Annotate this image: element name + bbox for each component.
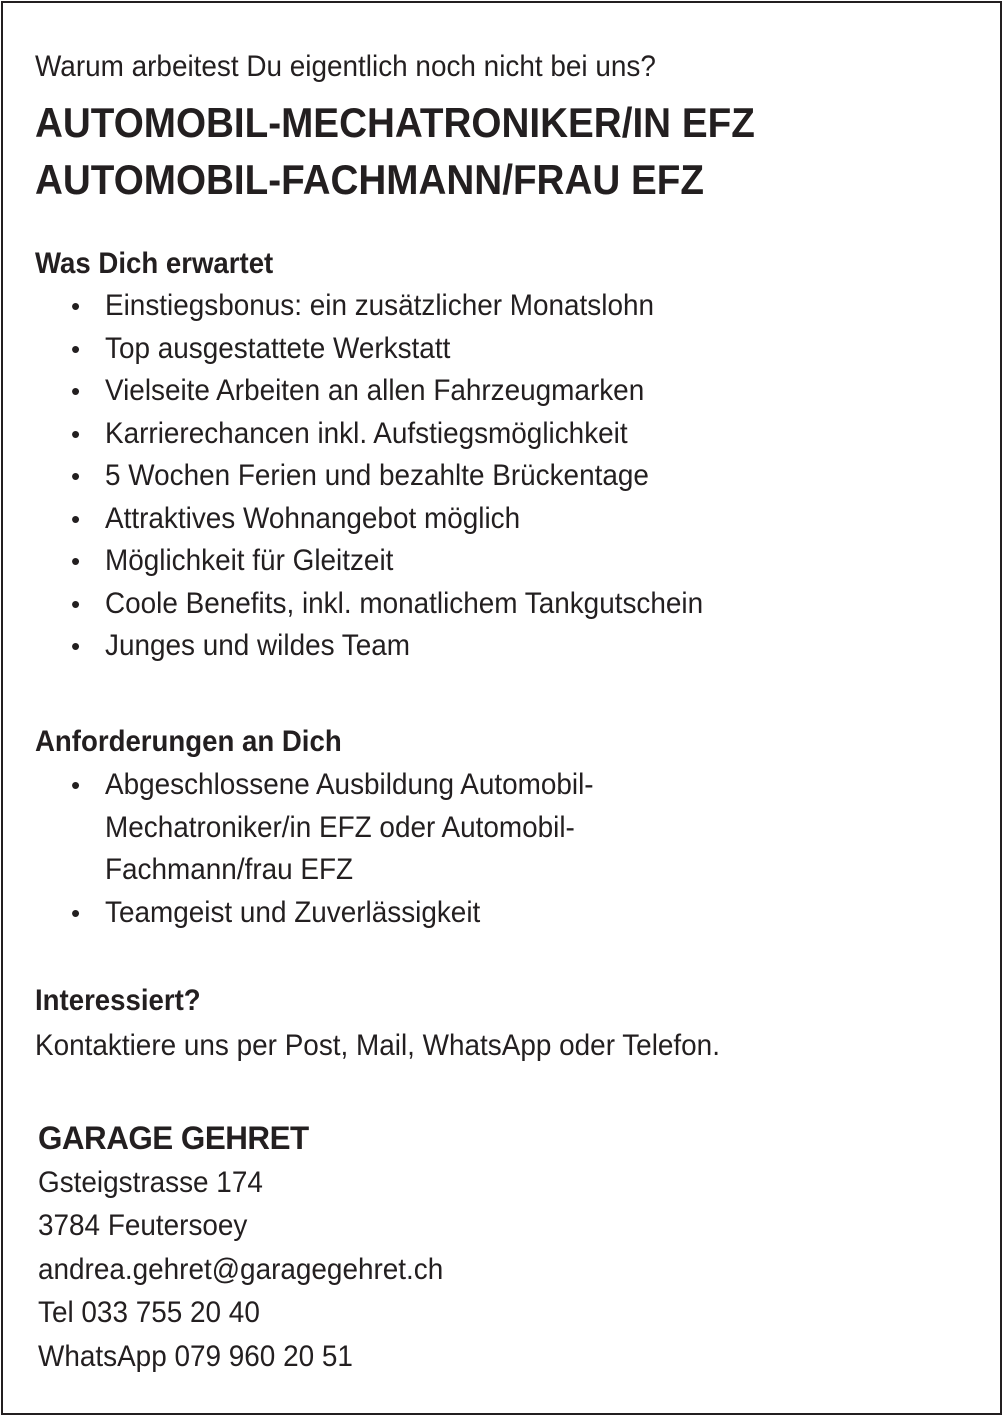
benefit-text: Karrierechancen inkl. Aufstiegsmöglichkeit	[105, 416, 628, 450]
bullet-icon: •	[71, 503, 81, 534]
requirements-heading: Anforderungen an Dich	[35, 725, 342, 758]
benefit-text: Coole Benefits, inkl. monatlichem Tankgutschein	[105, 586, 704, 620]
benefit-text: Top ausgestattete Werkstatt	[105, 331, 451, 365]
bullet-icon: •	[71, 588, 81, 619]
cta-heading: Interessiert?	[35, 984, 201, 1017]
bullet-icon: •	[71, 333, 81, 364]
requirement-text	[105, 764, 756, 892]
requirement-text: Teamgeist und Zuverlässigkeit	[105, 895, 481, 929]
benefit-text: Vielseite Arbeiten an allen Fahrzeugmarken	[105, 374, 645, 407]
bullet-icon: •	[71, 631, 81, 661]
bullet-icon: •	[71, 376, 81, 406]
benefit-text: Junges und wildes Team	[105, 629, 411, 662]
bullet-icon: •	[71, 770, 81, 800]
list-item	[35, 892, 805, 935]
benefits-heading: Was Dich erwartet	[35, 247, 274, 280]
benefit-text: Einstiegsbonus: ein zusätzlicher Monatslohn	[105, 289, 655, 322]
whatsapp-number[interactable]: WhatsApp 079 960 20 51	[38, 1340, 353, 1373]
requirement-line: Mechatroniker/in EFZ oder Automobil-	[105, 810, 575, 844]
company-name: GARAGE GEHRET	[38, 1120, 309, 1156]
bullet-icon: •	[71, 546, 81, 576]
job-title-fachmann: AUTOMOBIL-FACHMANN/FRAU EFZ	[35, 156, 704, 203]
job-title-mechatroniker: AUTOMOBIL-MECHATRONIKER/IN EFZ	[35, 99, 755, 146]
bullet-icon: •	[71, 418, 81, 449]
bullet-icon: •	[71, 291, 81, 321]
list-item	[35, 764, 805, 892]
requirements-list	[35, 764, 805, 934]
bullet-icon: •	[71, 461, 81, 491]
email-link[interactable]: andrea.gehret@garagegehret.ch	[38, 1253, 444, 1286]
benefit-text: 5 Wochen Ferien und bezahlte Brückentage	[105, 459, 649, 492]
benefit-text: Attraktives Wohnangebot möglich	[105, 501, 521, 535]
bullet-icon: •	[71, 897, 81, 928]
cta-text: Kontaktiere uns per Post, Mail, WhatsApp oder Telefon.	[35, 1029, 720, 1062]
address-street: Gsteigstrasse 174	[38, 1166, 263, 1199]
requirement-line: Fachmann/frau EFZ	[105, 853, 354, 886]
benefit-text: Möglichkeit für Gleitzeit	[105, 544, 394, 577]
address-city: 3784 Feutersoey	[38, 1209, 248, 1242]
phone-number[interactable]: Tel 033 755 20 40	[38, 1296, 260, 1329]
requirement-line: Abgeschlossene Ausbildung Automobil-	[105, 768, 594, 801]
intro-question: Warum arbeitest Du eigentlich noch nicht bei uns?	[35, 50, 656, 83]
